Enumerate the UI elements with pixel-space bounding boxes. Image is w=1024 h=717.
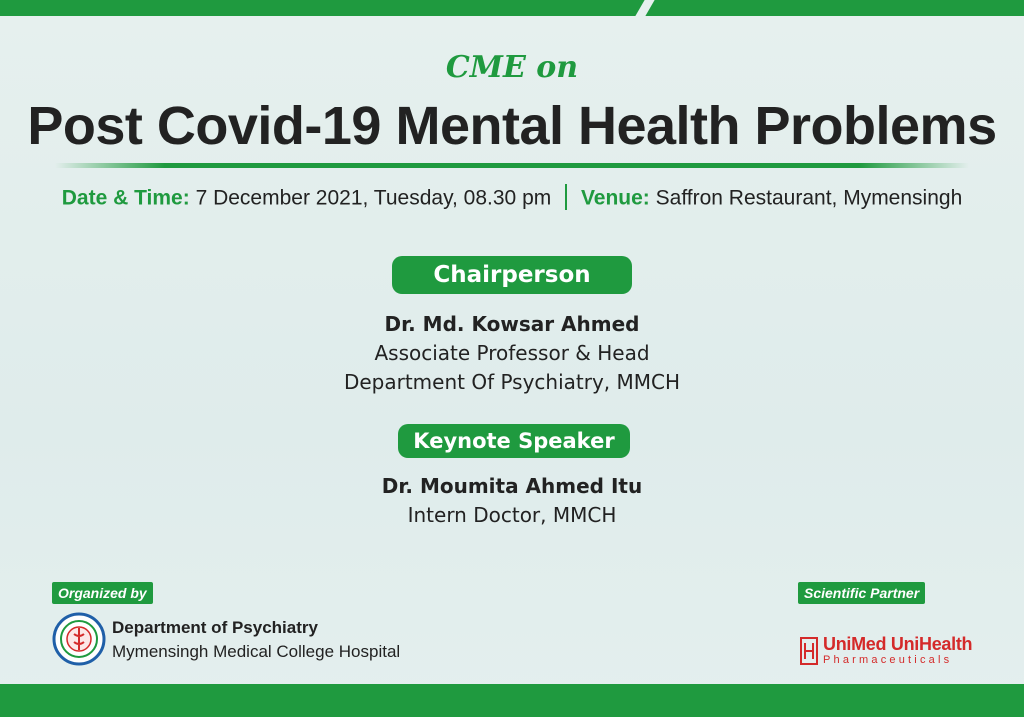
college-seal-icon xyxy=(52,612,106,666)
organizer-name: Department of Psychiatry xyxy=(112,618,318,637)
keynote-heading: Keynote Speaker xyxy=(398,424,630,458)
chairperson-heading: Chairperson xyxy=(392,256,632,294)
chairperson-role: Associate Professor & Head xyxy=(374,341,650,365)
info-separator xyxy=(565,184,567,210)
chairperson-department: Department Of Psychiatry, MMCH xyxy=(343,370,681,394)
title-divider xyxy=(55,163,969,168)
event-subtitle: CME on xyxy=(445,50,579,85)
partner-name: UniMed UniHealth xyxy=(823,634,973,654)
scientific-partner-tag: Scientific Partner xyxy=(798,582,925,604)
chairperson-block xyxy=(0,310,1024,397)
keynote-role: Intern Doctor, MMCH xyxy=(407,503,617,527)
event-title: Post Covid-19 Mental Health Problems xyxy=(27,96,997,156)
organized-by-tag: Organized by xyxy=(52,582,153,604)
date-label: Date & Time: xyxy=(61,186,190,210)
event-info-line xyxy=(0,186,1024,212)
organizer-institution: Mymensingh Medical College Hospital xyxy=(112,642,401,661)
date-value: 7 December 2021, Tuesday, 08.30 pm xyxy=(195,186,552,210)
partner-sub: Pharmaceuticals xyxy=(823,654,953,666)
chairperson-name: Dr. Md. Kowsar Ahmed xyxy=(384,312,640,336)
unimed-logo-icon xyxy=(800,637,818,665)
venue-label: Venue: xyxy=(580,186,650,210)
keynote-name: Dr. Moumita Ahmed Itu xyxy=(381,474,643,498)
top-bar xyxy=(0,0,1024,16)
venue-value: Saffron Restaurant, Mymensingh xyxy=(655,186,963,210)
bottom-bar xyxy=(0,684,1024,717)
keynote-block xyxy=(0,472,1024,530)
